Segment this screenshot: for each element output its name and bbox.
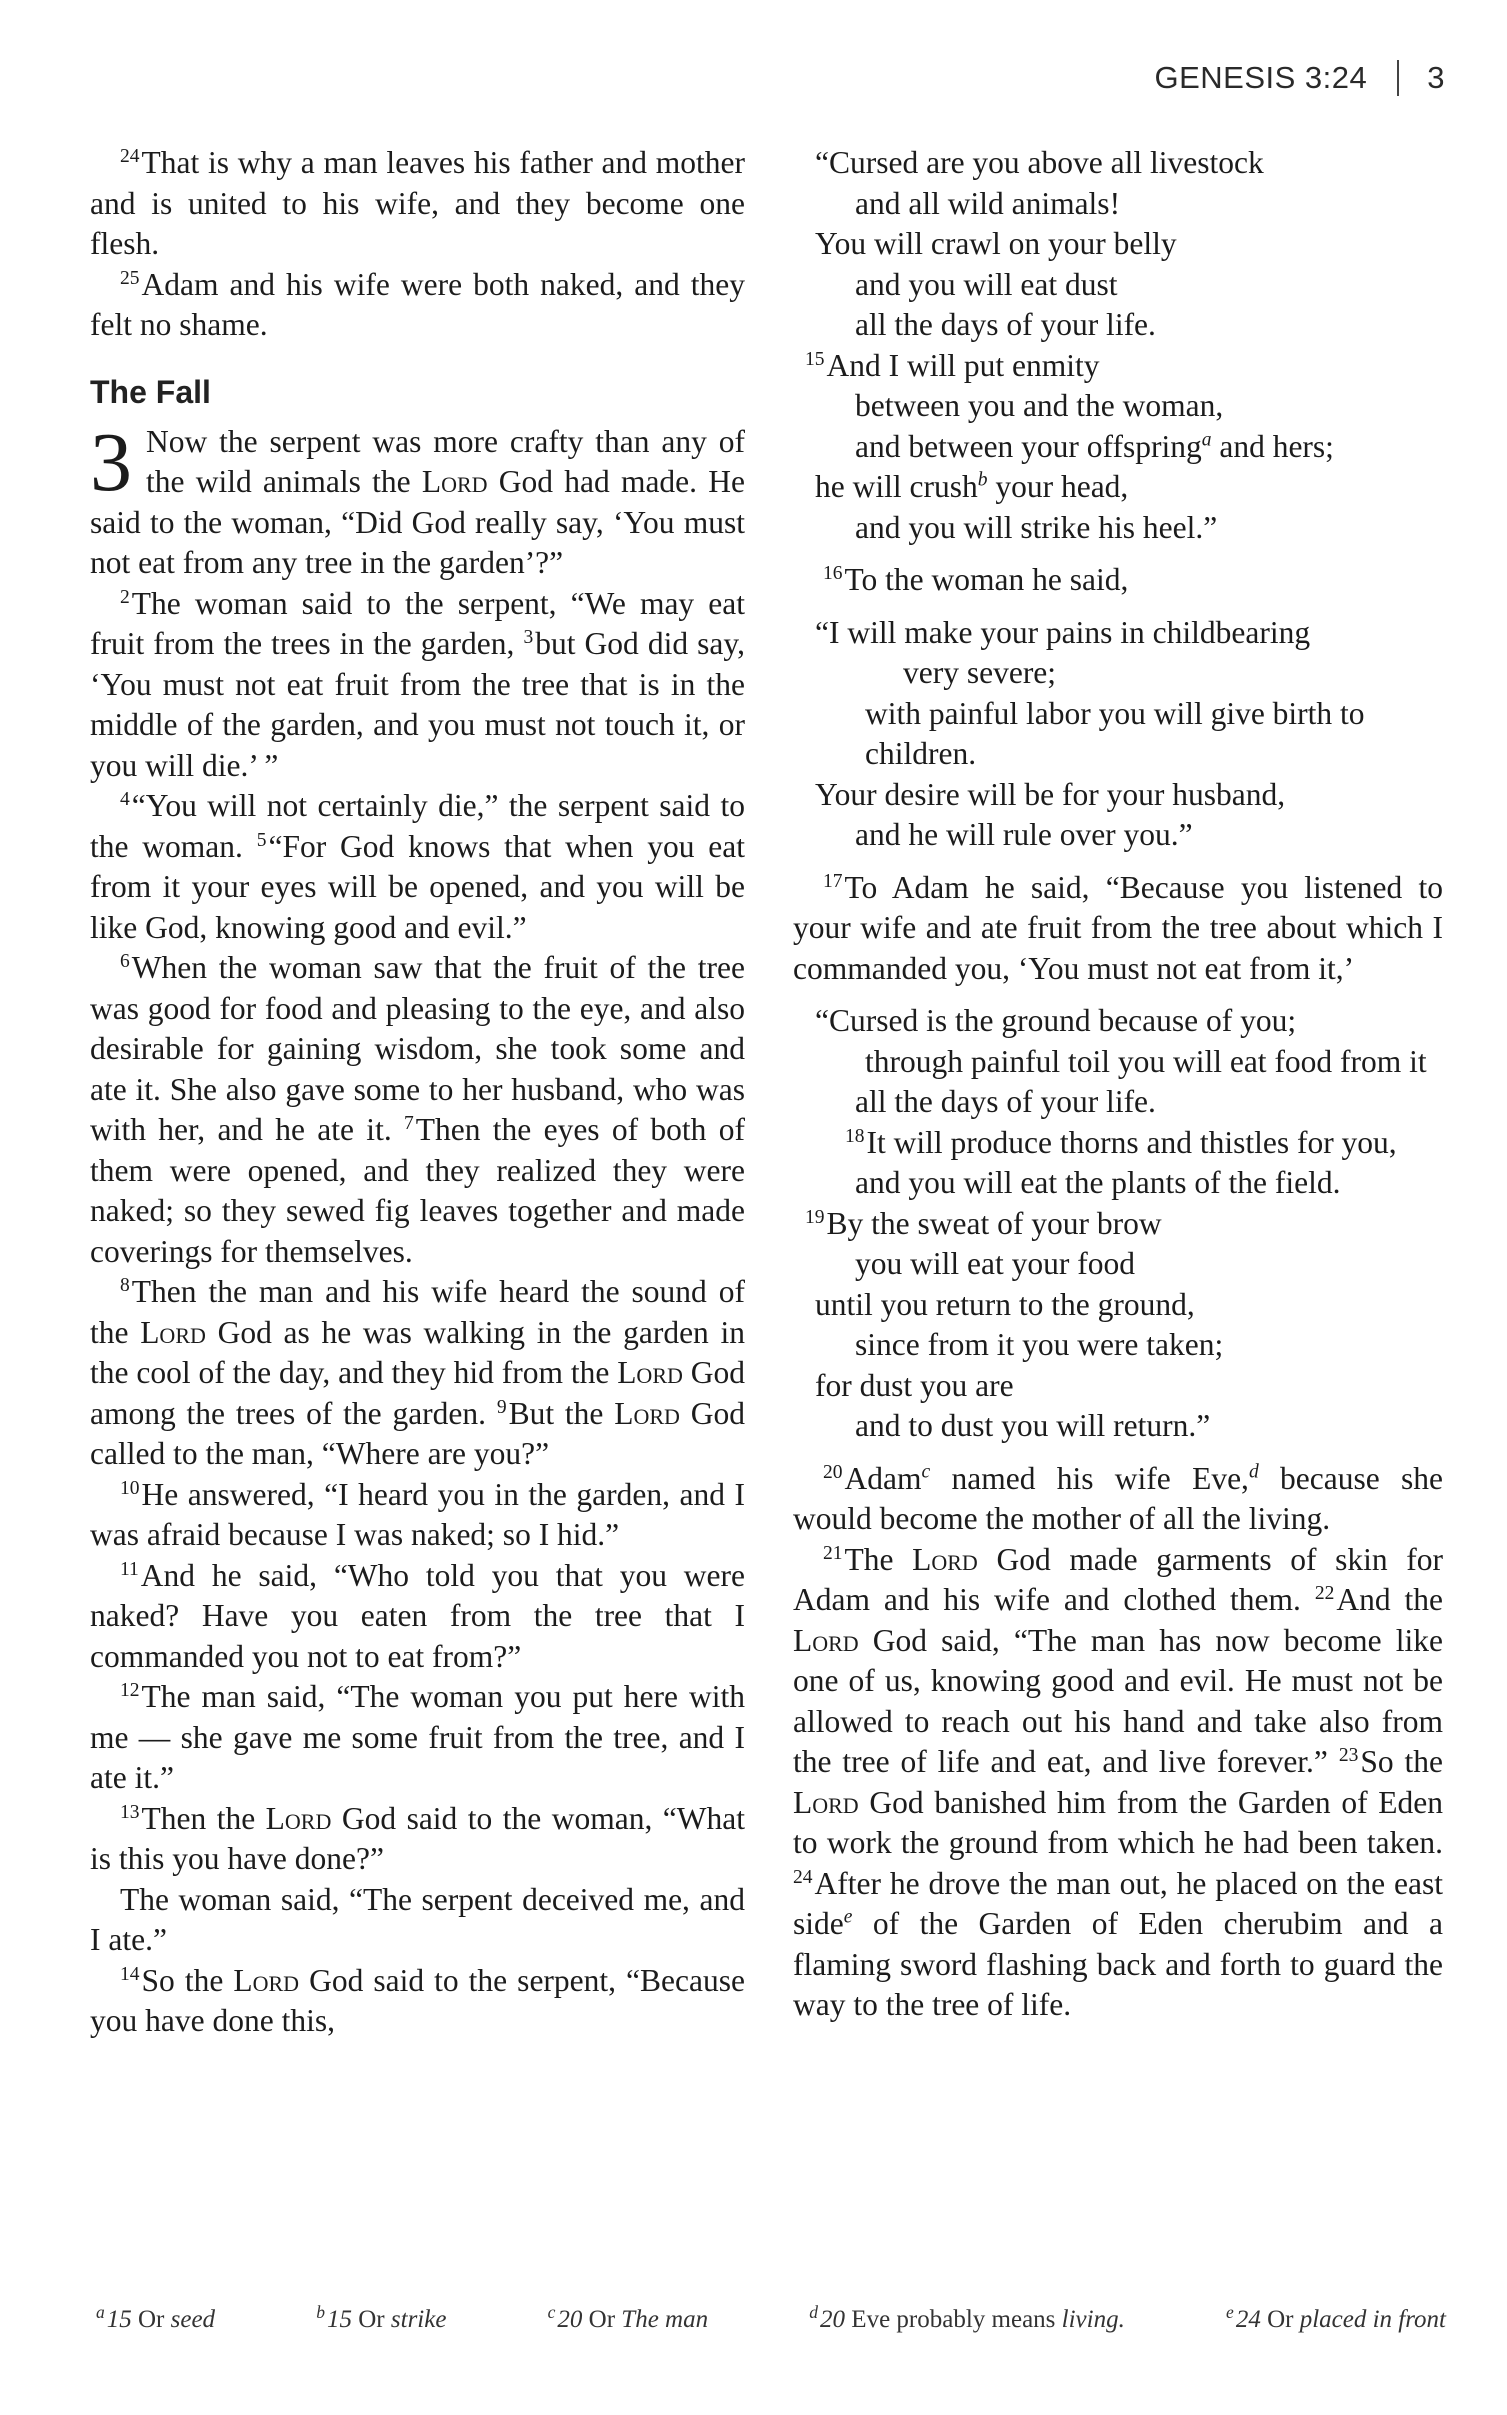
footnote-text: Or <box>138 2305 171 2333</box>
poem-line <box>793 694 1443 775</box>
section-heading: The Fall <box>90 373 211 410</box>
verse-text: God said to the woman, “What is this you have done?” <box>90 1800 745 1876</box>
verse-text: To the woman he said, <box>844 562 1129 597</box>
verse-text: And the <box>1336 1582 1443 1617</box>
footnote-mark: b <box>316 2302 325 2322</box>
verse-text: named his wife Eve, <box>930 1460 1249 1496</box>
verse-number: 19 <box>805 1206 825 1228</box>
verse-text: The man said, “The woman you put here with me — she gave me some fruit from the tree, and I ate it.” <box>90 1679 745 1795</box>
footnote-text: Or <box>588 2305 622 2333</box>
verse-text: When the woman saw that the fruit of the tree was good for food and pleasing to the eye, and also desirable for gaining wisdom, she took some and ate it. She also gave some to her husband, who was with her, and he ate it. <box>90 950 745 1147</box>
footnote-italic: strike <box>390 2305 447 2333</box>
lord-smallcaps: Lord <box>421 464 488 499</box>
footnote-mark: d <box>809 2302 819 2322</box>
verse-text: So the <box>1360 1744 1443 1779</box>
poem-text: with painful labor you will give birth to children. <box>865 695 1365 771</box>
chapter-number: 3 <box>90 415 132 509</box>
poem-line: Your desire will be for your husband, <box>815 776 1286 812</box>
poem-line: all the days of your life. <box>855 1084 1156 1119</box>
poem-line: all the days of your life. <box>855 307 1156 342</box>
verse-text: Then the eyes of both of them were opened, and they realized they were naked; so they sewed fig leaves together and made coverings for themselves. <box>90 1112 745 1269</box>
verse-text: God banished him from the Garden of Eden to work the ground from which he had been taken. <box>793 1784 1443 1860</box>
lord-smallcaps: Lord <box>233 1962 300 1998</box>
verse-number: 2 <box>120 586 130 608</box>
footnote-b <box>316 2302 446 2334</box>
lord-smallcaps: Lord <box>912 1541 978 1577</box>
verse-text: The woman said, “The serpent deceived me, and I ate.” <box>90 1881 745 1957</box>
poem-text: and hers; <box>1211 428 1334 464</box>
footnote-text: Or <box>1267 2305 1300 2333</box>
verse-number: 14 <box>120 1963 140 1985</box>
lord-smallcaps: Lord <box>140 1314 206 1350</box>
poem-line: since from it you were taken; <box>855 1327 1224 1362</box>
verse-text: Then the man and his wife heard the sound of the <box>90 1274 745 1350</box>
footnote-e <box>1226 2302 1446 2334</box>
verse-text: God said to the serpent, “Because you have done this, <box>90 1962 745 2038</box>
verse-number: 24 <box>793 1866 813 1888</box>
footnote-a <box>96 2302 215 2334</box>
verse-number: 21 <box>823 1542 843 1564</box>
poem-line <box>793 1123 1443 1164</box>
verse-text: because she would become the mother of all the living. <box>793 1460 1443 1536</box>
verse-text: But the <box>508 1395 615 1431</box>
verse-text: After he drove the man out, he placed on the east side <box>793 1865 1443 1941</box>
right-column <box>793 143 1443 2026</box>
verse-number: 18 <box>845 1125 865 1147</box>
footnote-text: Or <box>358 2305 391 2333</box>
poem-line: “Cursed are you above all livestock <box>815 145 1264 180</box>
poem-text: And I will put enmity <box>826 347 1100 383</box>
footnote-marker[interactable]: d <box>1248 1460 1259 1482</box>
verse-text: God said, “The man has now become like one of us, knowing good and evil. He must not be allowed to reach out his hand and take also from the tree of life and eat, and live forever.” <box>793 1622 1443 1779</box>
verse-3-16 <box>793 560 1443 601</box>
footnote-marker[interactable]: c <box>921 1460 931 1482</box>
verse-text: “For God knows that when you eat from it your eyes will be opened, and you will be like God, knowing good and evil.” <box>90 828 745 945</box>
book-reference: GENESIS 3:24 <box>1154 60 1368 95</box>
verse-2-25 <box>90 265 745 346</box>
lord-smallcaps: Lord <box>793 1622 859 1658</box>
verse-number: 16 <box>823 563 843 585</box>
poem-line: and you will strike his heel.” <box>855 509 1218 545</box>
verse-text: Now the serpent was more crafty than any of the wild animals the <box>146 423 745 499</box>
poem-text: and between your offspring <box>855 428 1202 464</box>
verse-number: 23 <box>1338 1745 1359 1767</box>
footnote-marker[interactable]: a <box>1201 428 1212 450</box>
poem-line <box>793 1204 1443 1245</box>
verse-3-8 <box>90 1272 745 1475</box>
footnotes <box>96 2302 1446 2334</box>
poem-text: It will produce thorns and thistles for you, <box>866 1124 1397 1160</box>
running-header <box>1154 60 1445 96</box>
verse-text: And he said, “Who told you that you were naked? Have you eaten from the tree that I commanded you not to eat from?” <box>90 1557 745 1674</box>
verse-number: 25 <box>120 267 140 289</box>
footnote-ref: 20 <box>557 2305 583 2333</box>
page-number: 3 <box>1427 60 1445 95</box>
verse-text: God among the trees of the garden. <box>90 1355 746 1431</box>
verse-text: God had made. He said to the woman, “Did God really say, ‘You must not eat from any tree in the garden’?” <box>90 464 745 580</box>
verse-number: 7 <box>404 1113 414 1135</box>
poem-line: and to dust you will return.” <box>855 1408 1211 1443</box>
poem-curse-serpent <box>793 143 1443 548</box>
footnote-italic: placed in front <box>1299 2305 1446 2333</box>
poem-line: until you return to the ground, <box>815 1286 1195 1322</box>
footnote-italic: seed <box>170 2305 216 2333</box>
verse-3-13 <box>90 1799 745 1880</box>
verse-number: 10 <box>120 1477 140 1499</box>
lord-smallcaps: Lord <box>265 1800 332 1836</box>
poem-line: for dust you are <box>815 1367 1014 1403</box>
footnote-italic: living. <box>1061 2305 1125 2333</box>
verse-3-12 <box>90 1677 745 1799</box>
verse-number: 6 <box>120 951 130 973</box>
poem-line <box>793 346 1443 387</box>
footnote-marker[interactable]: e <box>843 1906 853 1928</box>
poem-line: through painful toil you will eat food from it <box>865 1043 1427 1079</box>
poem-line: and he will rule over you.” <box>855 817 1193 852</box>
verse-3-4 <box>90 786 745 948</box>
verse-text: but God did say, ‘You must not eat fruit from the tree that is in the middle of the garden, and you must not touch it, or you will die.’ ” <box>90 626 745 783</box>
verse-text: He answered, “I heard you in the garden, and I was afraid because I was naked; so I hid.” <box>90 1476 745 1552</box>
verse-text: God made garments of skin for Adam and his wife and clothed them. <box>793 1541 1443 1617</box>
poem-line: and you will eat the plants of the field. <box>855 1165 1341 1200</box>
lord-smallcaps: Lord <box>793 1784 859 1820</box>
poem-line: “I will make your pains in childbearing <box>815 614 1311 650</box>
poem-line <box>793 427 1443 468</box>
poem-curse-ground <box>793 1001 1443 1447</box>
footnote-c <box>548 2302 708 2334</box>
poem-line: and all wild animals! <box>855 185 1121 221</box>
poem-line: between you and the woman, <box>855 388 1224 423</box>
poem-line: and you will eat dust <box>855 266 1118 302</box>
footnote-ref: 20 <box>820 2305 846 2333</box>
verse-text: Adam <box>844 1460 922 1496</box>
verse-text: of the Garden of Eden cherubim and a flaming sword flashing back and forth to guard the way to the tree of life. <box>793 1906 1443 2022</box>
verse-text: The <box>844 1541 913 1577</box>
verse-number: 9 <box>496 1396 507 1418</box>
footnote-ref: 15 <box>106 2305 132 2333</box>
left-column <box>90 143 745 2042</box>
footnote-marker[interactable]: b <box>977 469 988 491</box>
verse-number: 24 <box>120 146 140 168</box>
verse-3-17 <box>793 868 1443 990</box>
verse-number: 15 <box>805 348 825 370</box>
footnote-d <box>809 2302 1125 2334</box>
poem-line <box>793 467 1443 508</box>
verse-number: 13 <box>120 1801 140 1823</box>
verse-text: To Adam he said, “Because you listened to your wife and ate fruit from the tree about which I commanded you, ‘You must not eat from it,’ <box>793 869 1443 986</box>
verse-3-13-cont <box>90 1880 745 1961</box>
poem-line: very severe; <box>903 655 1057 690</box>
verse-3-1 <box>90 415 745 584</box>
verse-number: 4 <box>120 789 130 811</box>
verse-text: God called to the man, “Where are you?” <box>90 1395 745 1471</box>
verse-number: 8 <box>120 1275 130 1297</box>
verse-number: 3 <box>523 627 534 649</box>
verse-3-11 <box>90 1556 745 1678</box>
footnote-text: Eve probably means <box>851 2305 1062 2333</box>
footnote-ref: 15 <box>327 2305 352 2333</box>
verse-3-6 <box>90 948 745 1272</box>
verse-number: 5 <box>256 829 267 851</box>
header-divider <box>1397 60 1399 96</box>
verse-3-2 <box>90 584 745 787</box>
verse-3-10 <box>90 1475 745 1556</box>
footnote-mark: e <box>1226 2302 1234 2322</box>
verse-3-21 <box>793 1540 1443 2026</box>
poem-line: You will crawl on your belly <box>815 226 1177 261</box>
lord-smallcaps: Lord <box>614 1395 680 1431</box>
poem-line: “Cursed is the ground because of you; <box>815 1003 1297 1038</box>
poem-text: By the sweat of your brow <box>826 1205 1162 1241</box>
poem-text: your head, <box>987 469 1129 504</box>
verse-text: God as he was walking in the garden in the cool of the day, and they hid from the <box>90 1314 745 1390</box>
verse-text: The woman said to the serpent, “We may eat fruit from the trees in the garden, <box>90 585 745 661</box>
poem-curse-woman <box>793 613 1443 856</box>
verse-number: 20 <box>823 1461 843 1483</box>
footnote-mark: a <box>96 2302 105 2322</box>
verse-number: 17 <box>823 870 843 892</box>
footnote-ref: 24 <box>1235 2305 1261 2333</box>
verse-3-14 <box>90 1961 745 2042</box>
verse-text: Then the <box>141 1800 266 1836</box>
verse-text: “You will not certainly die,” the serpent said to the woman. <box>90 788 745 864</box>
footnote-mark: c <box>547 2302 556 2322</box>
verse-number: 12 <box>120 1680 140 1702</box>
verse-number: 11 <box>120 1558 139 1580</box>
verse-text: So the <box>141 1962 234 1998</box>
poem-line: you will eat your food <box>855 1246 1135 1281</box>
verse-2-24 <box>90 143 745 265</box>
verse-3-20 <box>793 1459 1443 1540</box>
poem-text: he will crush <box>815 469 978 504</box>
lord-smallcaps: Lord <box>617 1355 683 1390</box>
verse-text: That is why a man leaves his father and mother and is united to his wife, and they become one flesh. <box>90 145 745 261</box>
verse-text: Adam and his wife were both naked, and they felt no shame. <box>90 266 745 342</box>
footnote-italic: The man <box>621 2305 709 2333</box>
verse-number: 22 <box>1314 1583 1335 1605</box>
